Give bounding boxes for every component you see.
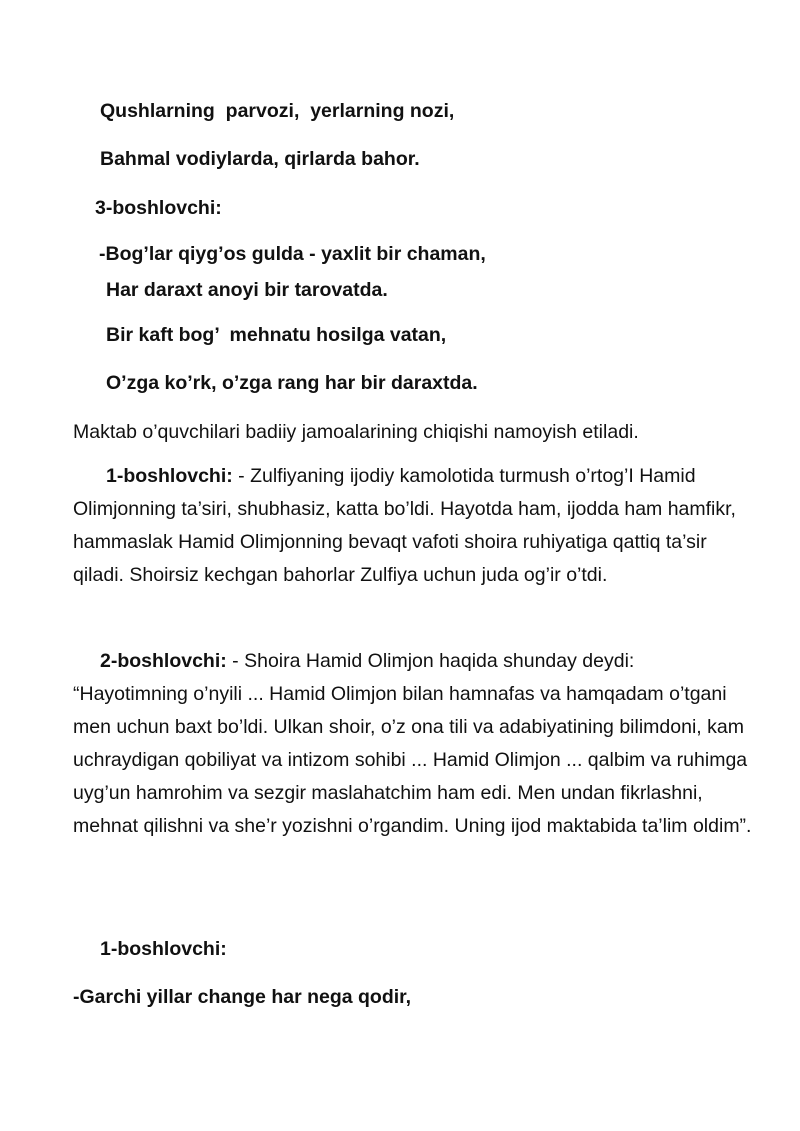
stage-note: Maktab o’quvchilari badiiy jamoalarining chiqishi namoyish etiladi. <box>73 421 639 443</box>
poem-line: Bahmal vodiylarda, qirlarda bahor. <box>100 148 420 170</box>
paragraph-text: - Zulfiyaning ijodiy kamolotida turmush o’rtog’I Hamid Olimjonning ta’siri, shubhasiz, katta bo’ldi. Hayotda ham, ijodda ham hamfikr, hammaslak Hamid Olimjonning bevaqt vafoti shoira ruhiyatiga qattiq ta’sir qiladi. Shoirsiz kechgan bahorlar Zulfiya uchun juda og’ir o’tdi. <box>73 465 736 586</box>
poem-line: Qushlarning parvozi, yerlarning nozi, <box>100 100 455 122</box>
paragraph-text: - Shoira Hamid Olimjon haqida shunday deydi: “Hayotimning o’nyili ... Hamid Olimjon bilan hamnafas va hamqadam o’tgani men uchun baxt bo’ldi. Ulkan shoir, o’z ona tili va adabiyatining bilimdoni, kam uchraydigan qobiliyat va intizom sohibi ... Hamid Olimjon ... qalbim va ruhimga uyg’un hamrohim va sezgir maslahatchim ham edi. Men undan fikrlashni, mehnat qilishni va she’r yozishni o’rgandim. Uning ijod maktabida ta’lim oldim”. <box>73 650 752 837</box>
poem-line: -Bog’lar qiyg’os gulda - yaxlit bir chaman, <box>99 243 486 265</box>
poem-line: -Garchi yillar change har nega qodir, <box>73 986 412 1008</box>
speaker-paragraph <box>73 645 753 843</box>
speaker-heading: 1-boshlovchi: <box>100 938 227 960</box>
poem-line: Har daraxt anoyi bir tarovatda. <box>106 279 388 301</box>
speaker-label: 2-boshlovchi: <box>100 650 227 672</box>
speaker-heading: 3-boshlovchi: <box>95 197 222 219</box>
poem-line: Bir kaft bog’ mehnatu hosilga vatan, <box>106 324 447 346</box>
poem-line: O’zga ko’rk, o’zga rang har bir daraxtda. <box>106 372 478 394</box>
speaker-paragraph <box>73 460 753 592</box>
speaker-label: 1-boshlovchi: <box>106 465 233 487</box>
